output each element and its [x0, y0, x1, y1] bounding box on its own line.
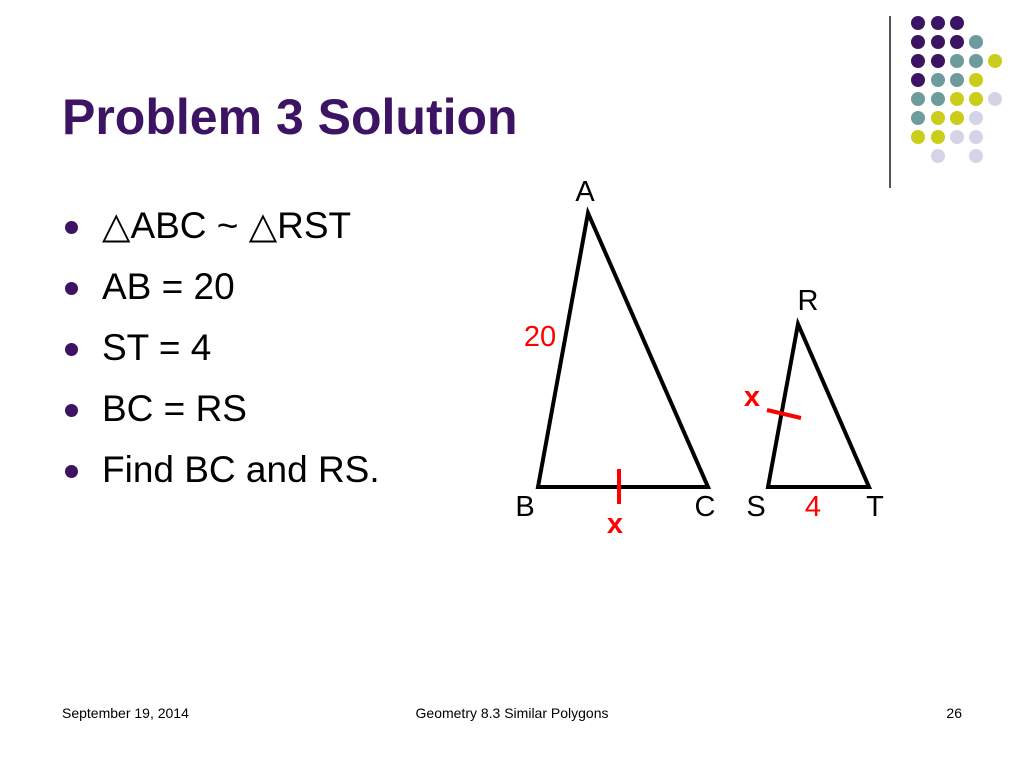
vertex-t-label: T — [866, 491, 884, 523]
footer-course-title: Geometry 8.3 Similar Polygons — [415, 705, 609, 721]
tick-mark-rs — [767, 410, 801, 418]
side-rs-length-label: x — [743, 381, 761, 413]
vertex-a-label: A — [575, 176, 595, 208]
bullet-text: Find BC and RS. — [102, 449, 380, 490]
vertex-r-label: R — [797, 285, 819, 317]
triangle-rst — [768, 324, 869, 487]
bullet-text: ST = 4 — [102, 327, 212, 368]
vertex-b-label: B — [515, 491, 535, 523]
side-bc-length-label: x — [606, 508, 624, 540]
slide-title: Problem 3 Solution — [62, 89, 518, 145]
vertex-c-label: C — [694, 491, 716, 523]
footer-date: September 19, 2014 — [62, 705, 189, 721]
bullet-text: AB = 20 — [102, 266, 235, 307]
vertex-s-label: S — [746, 491, 766, 523]
triangle-abc — [538, 213, 708, 487]
bullet-text: △ABC ~ △RST — [102, 205, 352, 246]
footer-page-number: 26 — [946, 705, 962, 721]
bullet-text: BC = RS — [102, 388, 247, 429]
side-st-length-label: 4 — [804, 491, 822, 523]
side-ab-length-label: 20 — [523, 321, 557, 353]
